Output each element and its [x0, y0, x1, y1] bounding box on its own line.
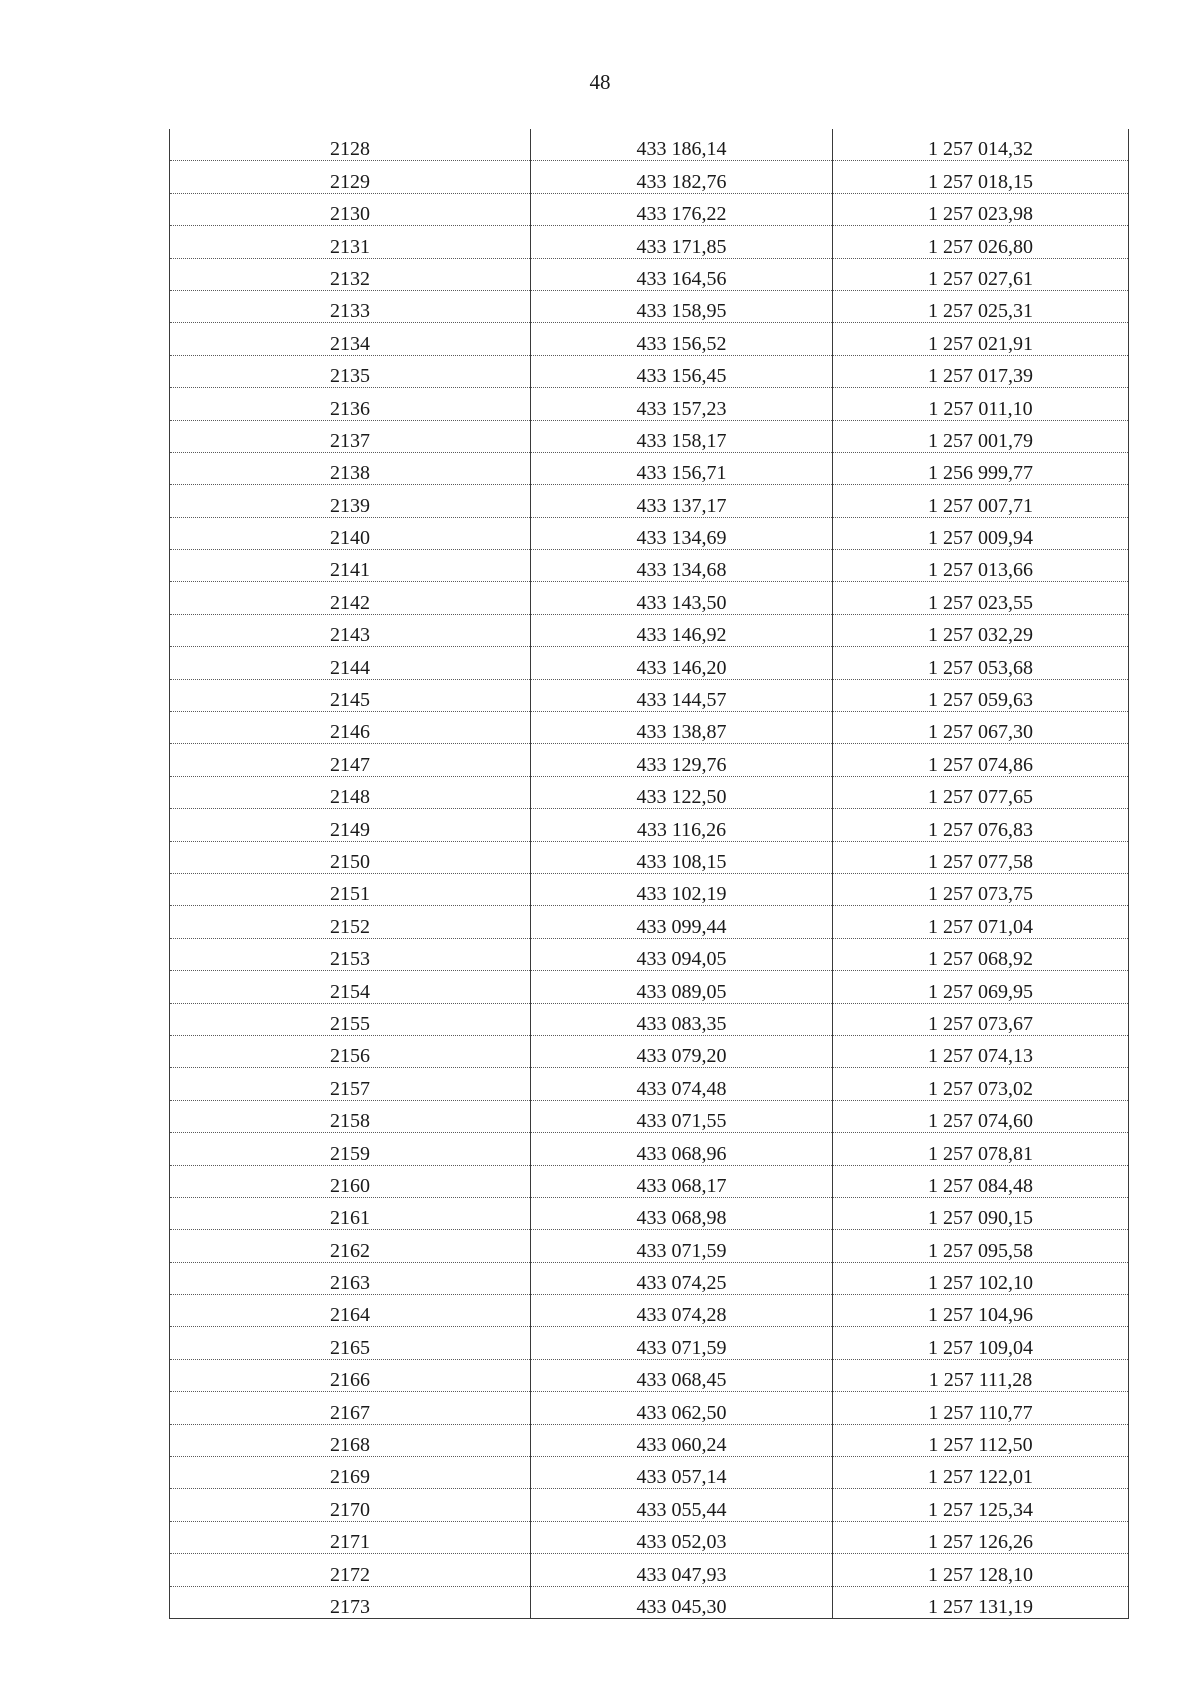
y-coordinate-cell: 1 257 110,77	[833, 1392, 1129, 1424]
point-number-cell: 2171	[170, 1521, 531, 1553]
table-row	[170, 1197, 1129, 1229]
table-row	[170, 614, 1129, 646]
x-coordinate-cell: 433 057,14	[531, 1457, 833, 1489]
point-number-cell: 2161	[170, 1197, 531, 1229]
point-number-cell: 2136	[170, 388, 531, 420]
y-coordinate-cell: 1 257 077,65	[833, 776, 1129, 808]
point-number-cell: 2144	[170, 647, 531, 679]
point-number-cell: 2143	[170, 614, 531, 646]
y-coordinate-cell: 1 257 074,86	[833, 744, 1129, 776]
y-coordinate-cell: 1 257 001,79	[833, 420, 1129, 452]
table-row	[170, 1424, 1129, 1456]
point-number-cell: 2151	[170, 873, 531, 905]
x-coordinate-cell: 433 156,71	[531, 452, 833, 484]
point-number-cell: 2149	[170, 809, 531, 841]
table-row	[170, 1327, 1129, 1359]
y-coordinate-cell: 1 257 128,10	[833, 1554, 1129, 1586]
table-row	[170, 841, 1129, 873]
table-row	[170, 550, 1129, 582]
y-coordinate-cell: 1 256 999,77	[833, 452, 1129, 484]
point-number-cell: 2158	[170, 1100, 531, 1132]
y-coordinate-cell: 1 257 053,68	[833, 647, 1129, 679]
y-coordinate-cell: 1 257 078,81	[833, 1133, 1129, 1165]
table-row	[170, 776, 1129, 808]
table-row	[170, 1100, 1129, 1132]
table-row	[170, 226, 1129, 258]
point-number-cell: 2172	[170, 1554, 531, 1586]
x-coordinate-cell: 433 068,96	[531, 1133, 833, 1165]
y-coordinate-cell: 1 257 009,94	[833, 517, 1129, 549]
y-coordinate-cell: 1 257 109,04	[833, 1327, 1129, 1359]
y-coordinate-cell: 1 257 026,80	[833, 226, 1129, 258]
y-coordinate-cell: 1 257 074,60	[833, 1100, 1129, 1132]
point-number-cell: 2170	[170, 1489, 531, 1521]
y-coordinate-cell: 1 257 073,02	[833, 1068, 1129, 1100]
x-coordinate-cell: 433 186,14	[531, 129, 833, 161]
point-number-cell: 2165	[170, 1327, 531, 1359]
y-coordinate-cell: 1 257 104,96	[833, 1295, 1129, 1327]
point-number-cell: 2147	[170, 744, 531, 776]
x-coordinate-cell: 433 164,56	[531, 258, 833, 290]
y-coordinate-cell: 1 257 069,95	[833, 971, 1129, 1003]
x-coordinate-cell: 433 102,19	[531, 873, 833, 905]
point-number-cell: 2167	[170, 1392, 531, 1424]
y-coordinate-cell: 1 257 007,71	[833, 485, 1129, 517]
x-coordinate-cell: 433 137,17	[531, 485, 833, 517]
x-coordinate-cell: 433 146,20	[531, 647, 833, 679]
x-coordinate-cell: 433 071,55	[531, 1100, 833, 1132]
table-row	[170, 1068, 1129, 1100]
y-coordinate-cell: 1 257 111,28	[833, 1359, 1129, 1391]
x-coordinate-cell: 433 079,20	[531, 1035, 833, 1067]
point-number-cell: 2130	[170, 193, 531, 225]
y-coordinate-cell: 1 257 018,15	[833, 161, 1129, 193]
table-row	[170, 906, 1129, 938]
x-coordinate-cell: 433 068,17	[531, 1165, 833, 1197]
point-number-cell: 2168	[170, 1424, 531, 1456]
x-coordinate-cell: 433 171,85	[531, 226, 833, 258]
y-coordinate-cell: 1 257 090,15	[833, 1197, 1129, 1229]
page-number: 48	[589, 70, 611, 94]
table-row	[170, 161, 1129, 193]
point-number-cell: 2156	[170, 1035, 531, 1067]
x-coordinate-cell: 433 099,44	[531, 906, 833, 938]
x-coordinate-cell: 433 047,93	[531, 1554, 833, 1586]
table-row	[170, 1133, 1129, 1165]
table-row	[170, 1262, 1129, 1294]
x-coordinate-cell: 433 083,35	[531, 1003, 833, 1035]
table-row	[170, 1392, 1129, 1424]
x-coordinate-cell: 433 071,59	[531, 1230, 833, 1262]
table-row	[170, 420, 1129, 452]
y-coordinate-cell: 1 257 077,58	[833, 841, 1129, 873]
point-number-cell: 2166	[170, 1359, 531, 1391]
point-number-cell: 2154	[170, 971, 531, 1003]
point-number-cell: 2148	[170, 776, 531, 808]
table-row	[170, 1295, 1129, 1327]
point-number-cell: 2150	[170, 841, 531, 873]
point-number-cell: 2135	[170, 355, 531, 387]
x-coordinate-cell: 433 122,50	[531, 776, 833, 808]
point-number-cell: 2142	[170, 582, 531, 614]
table-row	[170, 290, 1129, 322]
x-coordinate-cell: 433 094,05	[531, 938, 833, 970]
y-coordinate-cell: 1 257 122,01	[833, 1457, 1129, 1489]
x-coordinate-cell: 433 129,76	[531, 744, 833, 776]
table-row	[170, 938, 1129, 970]
table-row	[170, 452, 1129, 484]
x-coordinate-cell: 433 074,48	[531, 1068, 833, 1100]
y-coordinate-cell: 1 257 095,58	[833, 1230, 1129, 1262]
x-coordinate-cell: 433 156,52	[531, 323, 833, 355]
table-row	[170, 873, 1129, 905]
table-row	[170, 1521, 1129, 1553]
table-row	[170, 517, 1129, 549]
point-number-cell: 2164	[170, 1295, 531, 1327]
x-coordinate-cell: 433 068,45	[531, 1359, 833, 1391]
x-coordinate-cell: 433 157,23	[531, 388, 833, 420]
table-row	[170, 388, 1129, 420]
x-coordinate-cell: 433 176,22	[531, 193, 833, 225]
x-coordinate-cell: 433 060,24	[531, 1424, 833, 1456]
y-coordinate-cell: 1 257 059,63	[833, 679, 1129, 711]
table-row	[170, 1359, 1129, 1391]
point-number-cell: 2128	[170, 129, 531, 161]
x-coordinate-cell: 433 146,92	[531, 614, 833, 646]
x-coordinate-cell: 433 062,50	[531, 1392, 833, 1424]
table-row	[170, 258, 1129, 290]
point-number-cell: 2134	[170, 323, 531, 355]
x-coordinate-cell: 433 116,26	[531, 809, 833, 841]
table-row	[170, 1586, 1129, 1618]
y-coordinate-cell: 1 257 011,10	[833, 388, 1129, 420]
x-coordinate-cell: 433 158,17	[531, 420, 833, 452]
x-coordinate-cell: 433 074,28	[531, 1295, 833, 1327]
x-coordinate-cell: 433 156,45	[531, 355, 833, 387]
table-row	[170, 971, 1129, 1003]
y-coordinate-cell: 1 257 032,29	[833, 614, 1129, 646]
x-coordinate-cell: 433 071,59	[531, 1327, 833, 1359]
point-number-cell: 2133	[170, 290, 531, 322]
coordinate-table-body	[170, 129, 1129, 1618]
point-number-cell: 2137	[170, 420, 531, 452]
y-coordinate-cell: 1 257 102,10	[833, 1262, 1129, 1294]
x-coordinate-cell: 433 134,68	[531, 550, 833, 582]
point-number-cell: 2173	[170, 1586, 531, 1618]
table-row	[170, 582, 1129, 614]
x-coordinate-cell: 433 055,44	[531, 1489, 833, 1521]
y-coordinate-cell: 1 257 073,75	[833, 873, 1129, 905]
table-row	[170, 1165, 1129, 1197]
table-row	[170, 744, 1129, 776]
x-coordinate-cell: 433 045,30	[531, 1586, 833, 1618]
x-coordinate-cell: 433 138,87	[531, 712, 833, 744]
coordinate-table	[169, 129, 1129, 1619]
y-coordinate-cell: 1 257 013,66	[833, 550, 1129, 582]
point-number-cell: 2146	[170, 712, 531, 744]
table-row	[170, 1003, 1129, 1035]
x-coordinate-cell: 433 182,76	[531, 161, 833, 193]
table-row	[170, 355, 1129, 387]
y-coordinate-cell: 1 257 021,91	[833, 323, 1129, 355]
table-row	[170, 712, 1129, 744]
y-coordinate-cell: 1 257 023,98	[833, 193, 1129, 225]
point-number-cell: 2163	[170, 1262, 531, 1294]
table-row	[170, 129, 1129, 161]
point-number-cell: 2157	[170, 1068, 531, 1100]
point-number-cell: 2160	[170, 1165, 531, 1197]
y-coordinate-cell: 1 257 071,04	[833, 906, 1129, 938]
y-coordinate-cell: 1 257 076,83	[833, 809, 1129, 841]
table-row	[170, 193, 1129, 225]
table-row	[170, 809, 1129, 841]
y-coordinate-cell: 1 257 068,92	[833, 938, 1129, 970]
point-number-cell: 2152	[170, 906, 531, 938]
point-number-cell: 2140	[170, 517, 531, 549]
point-number-cell: 2169	[170, 1457, 531, 1489]
y-coordinate-cell: 1 257 025,31	[833, 290, 1129, 322]
x-coordinate-cell: 433 134,69	[531, 517, 833, 549]
x-coordinate-cell: 433 143,50	[531, 582, 833, 614]
table-row	[170, 485, 1129, 517]
y-coordinate-cell: 1 257 027,61	[833, 258, 1129, 290]
y-coordinate-cell: 1 257 131,19	[833, 1586, 1129, 1618]
y-coordinate-cell: 1 257 017,39	[833, 355, 1129, 387]
point-number-cell: 2155	[170, 1003, 531, 1035]
table-row	[170, 1230, 1129, 1262]
table-row	[170, 1554, 1129, 1586]
point-number-cell: 2141	[170, 550, 531, 582]
table-row	[170, 647, 1129, 679]
table-row	[170, 679, 1129, 711]
y-coordinate-cell: 1 257 126,26	[833, 1521, 1129, 1553]
table-row	[170, 1035, 1129, 1067]
x-coordinate-cell: 433 144,57	[531, 679, 833, 711]
y-coordinate-cell: 1 257 073,67	[833, 1003, 1129, 1035]
y-coordinate-cell: 1 257 125,34	[833, 1489, 1129, 1521]
y-coordinate-cell: 1 257 067,30	[833, 712, 1129, 744]
table-row	[170, 1457, 1129, 1489]
table-row	[170, 1489, 1129, 1521]
y-coordinate-cell: 1 257 074,13	[833, 1035, 1129, 1067]
y-coordinate-cell: 1 257 112,50	[833, 1424, 1129, 1456]
x-coordinate-cell: 433 052,03	[531, 1521, 833, 1553]
point-number-cell: 2129	[170, 161, 531, 193]
y-coordinate-cell: 1 257 023,55	[833, 582, 1129, 614]
x-coordinate-cell: 433 158,95	[531, 290, 833, 322]
point-number-cell: 2131	[170, 226, 531, 258]
point-number-cell: 2159	[170, 1133, 531, 1165]
x-coordinate-cell: 433 108,15	[531, 841, 833, 873]
point-number-cell: 2139	[170, 485, 531, 517]
x-coordinate-cell: 433 089,05	[531, 971, 833, 1003]
point-number-cell: 2145	[170, 679, 531, 711]
x-coordinate-cell: 433 074,25	[531, 1262, 833, 1294]
table-row	[170, 323, 1129, 355]
point-number-cell: 2162	[170, 1230, 531, 1262]
point-number-cell: 2153	[170, 938, 531, 970]
point-number-cell: 2138	[170, 452, 531, 484]
point-number-cell: 2132	[170, 258, 531, 290]
y-coordinate-cell: 1 257 084,48	[833, 1165, 1129, 1197]
y-coordinate-cell: 1 257 014,32	[833, 129, 1129, 161]
x-coordinate-cell: 433 068,98	[531, 1197, 833, 1229]
